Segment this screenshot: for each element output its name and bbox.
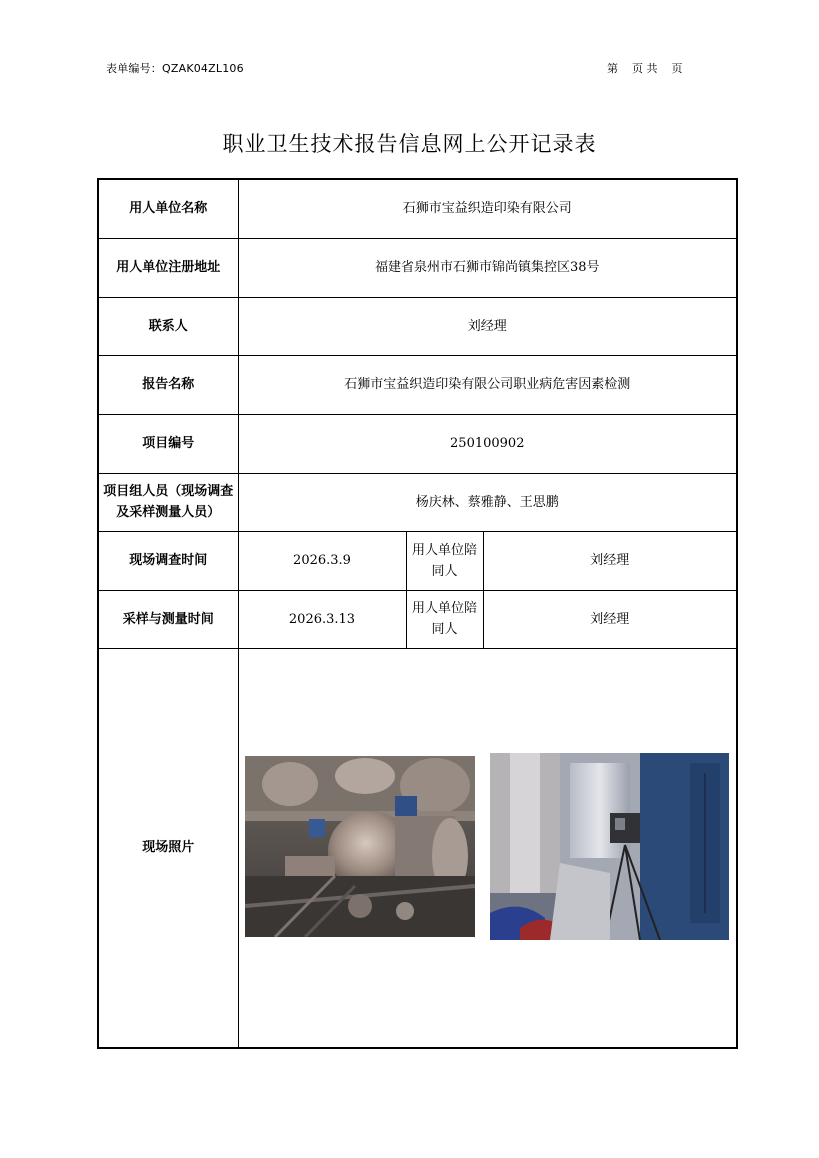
- row-employer-address: [98, 238, 737, 297]
- row-employer-name: [98, 179, 737, 238]
- page-title: 职业卫生技术报告信息网上公开记录表: [222, 132, 597, 156]
- team-value: 杨庆林、蔡雅静、王思鹏: [238, 473, 737, 531]
- form-number: 表单编号：QZAK04ZL106: [106, 62, 244, 75]
- sampling-time-label: 采样与测量时间: [98, 590, 238, 648]
- sampling-time-value: 2026.3.13: [238, 590, 406, 648]
- employer-address-label: 用人单位注册地址: [98, 238, 238, 297]
- site-photo-dyeing-machine: [245, 756, 475, 937]
- site-photo-sampling-equipment: [490, 753, 729, 940]
- project-no-value: 250100902: [238, 414, 737, 473]
- employer-name-label: 用人单位名称: [98, 179, 238, 238]
- row-photos: [98, 648, 737, 1048]
- report-name-value: 石狮市宝益织造印染有限公司职业病危害因素检测: [238, 355, 737, 414]
- survey-time-label: 现场调查时间: [98, 531, 238, 590]
- contact-label: 联系人: [98, 297, 238, 355]
- photos-cell: [238, 648, 737, 1048]
- team-label: 项目组人员（现场调查及采样测量人员）: [98, 473, 238, 531]
- row-team: [98, 473, 737, 531]
- row-survey: [98, 531, 737, 590]
- row-report-name: [98, 355, 737, 414]
- contact-value: 刘经理: [238, 297, 737, 355]
- survey-escort-label: 用人单位陪同人: [406, 531, 483, 590]
- photos-label: 现场照片: [98, 648, 238, 1048]
- sampling-escort-value: 刘经理: [483, 590, 737, 648]
- project-no-label: 项目编号: [98, 414, 238, 473]
- page-number: 第 页 共 页: [607, 62, 683, 75]
- row-sampling: [98, 590, 737, 648]
- employer-name-value: 石狮市宝益织造印染有限公司: [238, 179, 737, 238]
- sampling-escort-label: 用人单位陪同人: [406, 590, 483, 648]
- record-table: [97, 178, 738, 1049]
- survey-time-value: 2026.3.9: [238, 531, 406, 590]
- row-project-no: [98, 414, 737, 473]
- row-contact: [98, 297, 737, 355]
- report-name-label: 报告名称: [98, 355, 238, 414]
- survey-escort-value: 刘经理: [483, 531, 737, 590]
- employer-address-value: 福建省泉州市石狮市锦尚镇集控区38号: [238, 238, 737, 297]
